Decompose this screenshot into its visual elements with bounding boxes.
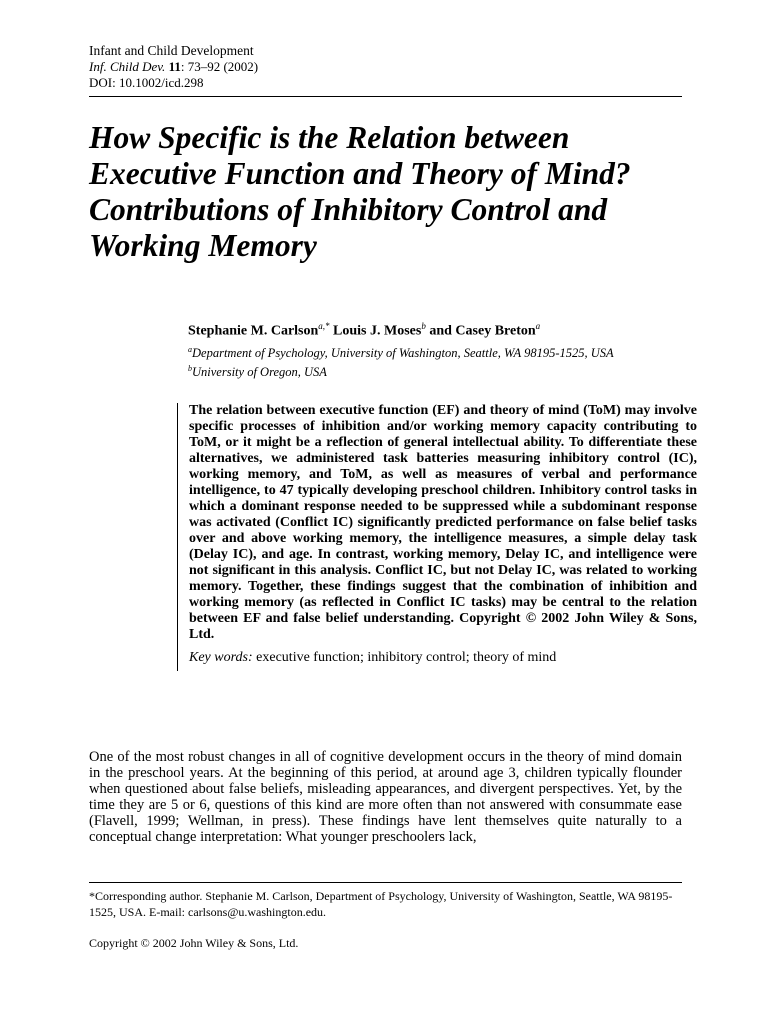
affiliation-text: Department of Psychology, University of Washington, Seattle, WA 98195-1525, USA (192, 346, 614, 361)
author-affiliation-mark: a (535, 321, 541, 331)
footnote-rule (89, 882, 682, 883)
copyright-notice: Copyright © 2002 John Wiley & Sons, Ltd. (89, 936, 299, 950)
affiliation (188, 342, 688, 361)
author-affiliation-mark: a,* (318, 321, 330, 331)
affiliation-text: University of Oregon, USA (192, 365, 327, 380)
abstract-block (177, 403, 697, 671)
keywords-text: executive function; inhibitory control; theory of mind (256, 650, 557, 665)
author-name: Stephanie M. Carlson (188, 323, 319, 339)
author-name: Louis J. Moses (333, 323, 422, 339)
author-name: Casey Breton (455, 323, 536, 339)
article-title: How Specific is the Relation between Executive Function and Theory of Mind? Contributions of Inhibitory Control and Working Memory (89, 120, 631, 263)
author-affiliation-mark: b (421, 321, 426, 331)
affiliations (188, 342, 688, 380)
corresponding-author-footnote: *Corresponding author. Stephanie M. Carlson, Department of Psychology, University of Washington, Seattle, WA 98195-1525, USA. E-mail: carlsons@u.washington.edu. (89, 889, 673, 919)
affiliation (188, 361, 688, 380)
keywords-label: Key words: (189, 650, 253, 665)
header-rule (89, 96, 682, 97)
author-conjunction: and (429, 323, 452, 339)
journal-citation (89, 59, 258, 75)
abstract-text: The relation between executive function (EF) and theory of mind (ToM) may involve specific processes of inhibition and/or working memory capacity contributing to ToM, or it might be a reflection of general intellectual ability. To differentiate these alternatives, we administered task batteries measuring inhibitory control (IC), working memory, and ToM, as well as measures of verbal and performance intelligence, to 47 typically developing preschool children. Inhibitory control tasks in which a dominant response needed to be suppressed while a subdominant response was activated (Conflict IC) significantly predicted performance on false belief tasks over and above working memory, the intelligence measures, a simple delay task (Delay IC), and age. In contrast, working memory, Delay IC, and intelligence were not significant in this analysis. Conflict IC, but not Delay IC, was related to working memory. Together, these findings suggest that the combination of inhibition and working memory (as reflected in Conflict IC tasks) may be central to the relation between EF and false belief understanding. Copyright © 2002 John Wiley & Sons, Ltd. (189, 403, 697, 642)
keywords (189, 645, 697, 671)
journal-abbrev: Inf. Child Dev. (89, 59, 166, 74)
body-paragraph: One of the most robust changes in all of cognitive development occurs in the theory of mind domain in the preschool years. At the beginning of this period, at around age 3, children typically flounder when questioned about false beliefs, misleading appearances, and divergent perspectives. Yet, by the time they are 5 or 6, questions of this kind are more often than not answered with consummate ease (Flavell, 1999; Wellman, in press). These findings have lent themselves quite naturally to a conceptual change interpretation: What younger preschoolers lack, (89, 749, 682, 845)
journal-volume: 11 (168, 59, 181, 74)
author-list (188, 321, 540, 340)
journal-name: Infant and Child Development (89, 43, 254, 58)
affiliation-mark: a (188, 345, 192, 354)
affiliation-mark: b (188, 364, 192, 374)
journal-pages-year: : 73–92 (2002) (180, 59, 259, 74)
journal-doi[interactable]: DOI: 10.1002/icd.298 (89, 75, 204, 90)
journal-header (89, 43, 258, 91)
